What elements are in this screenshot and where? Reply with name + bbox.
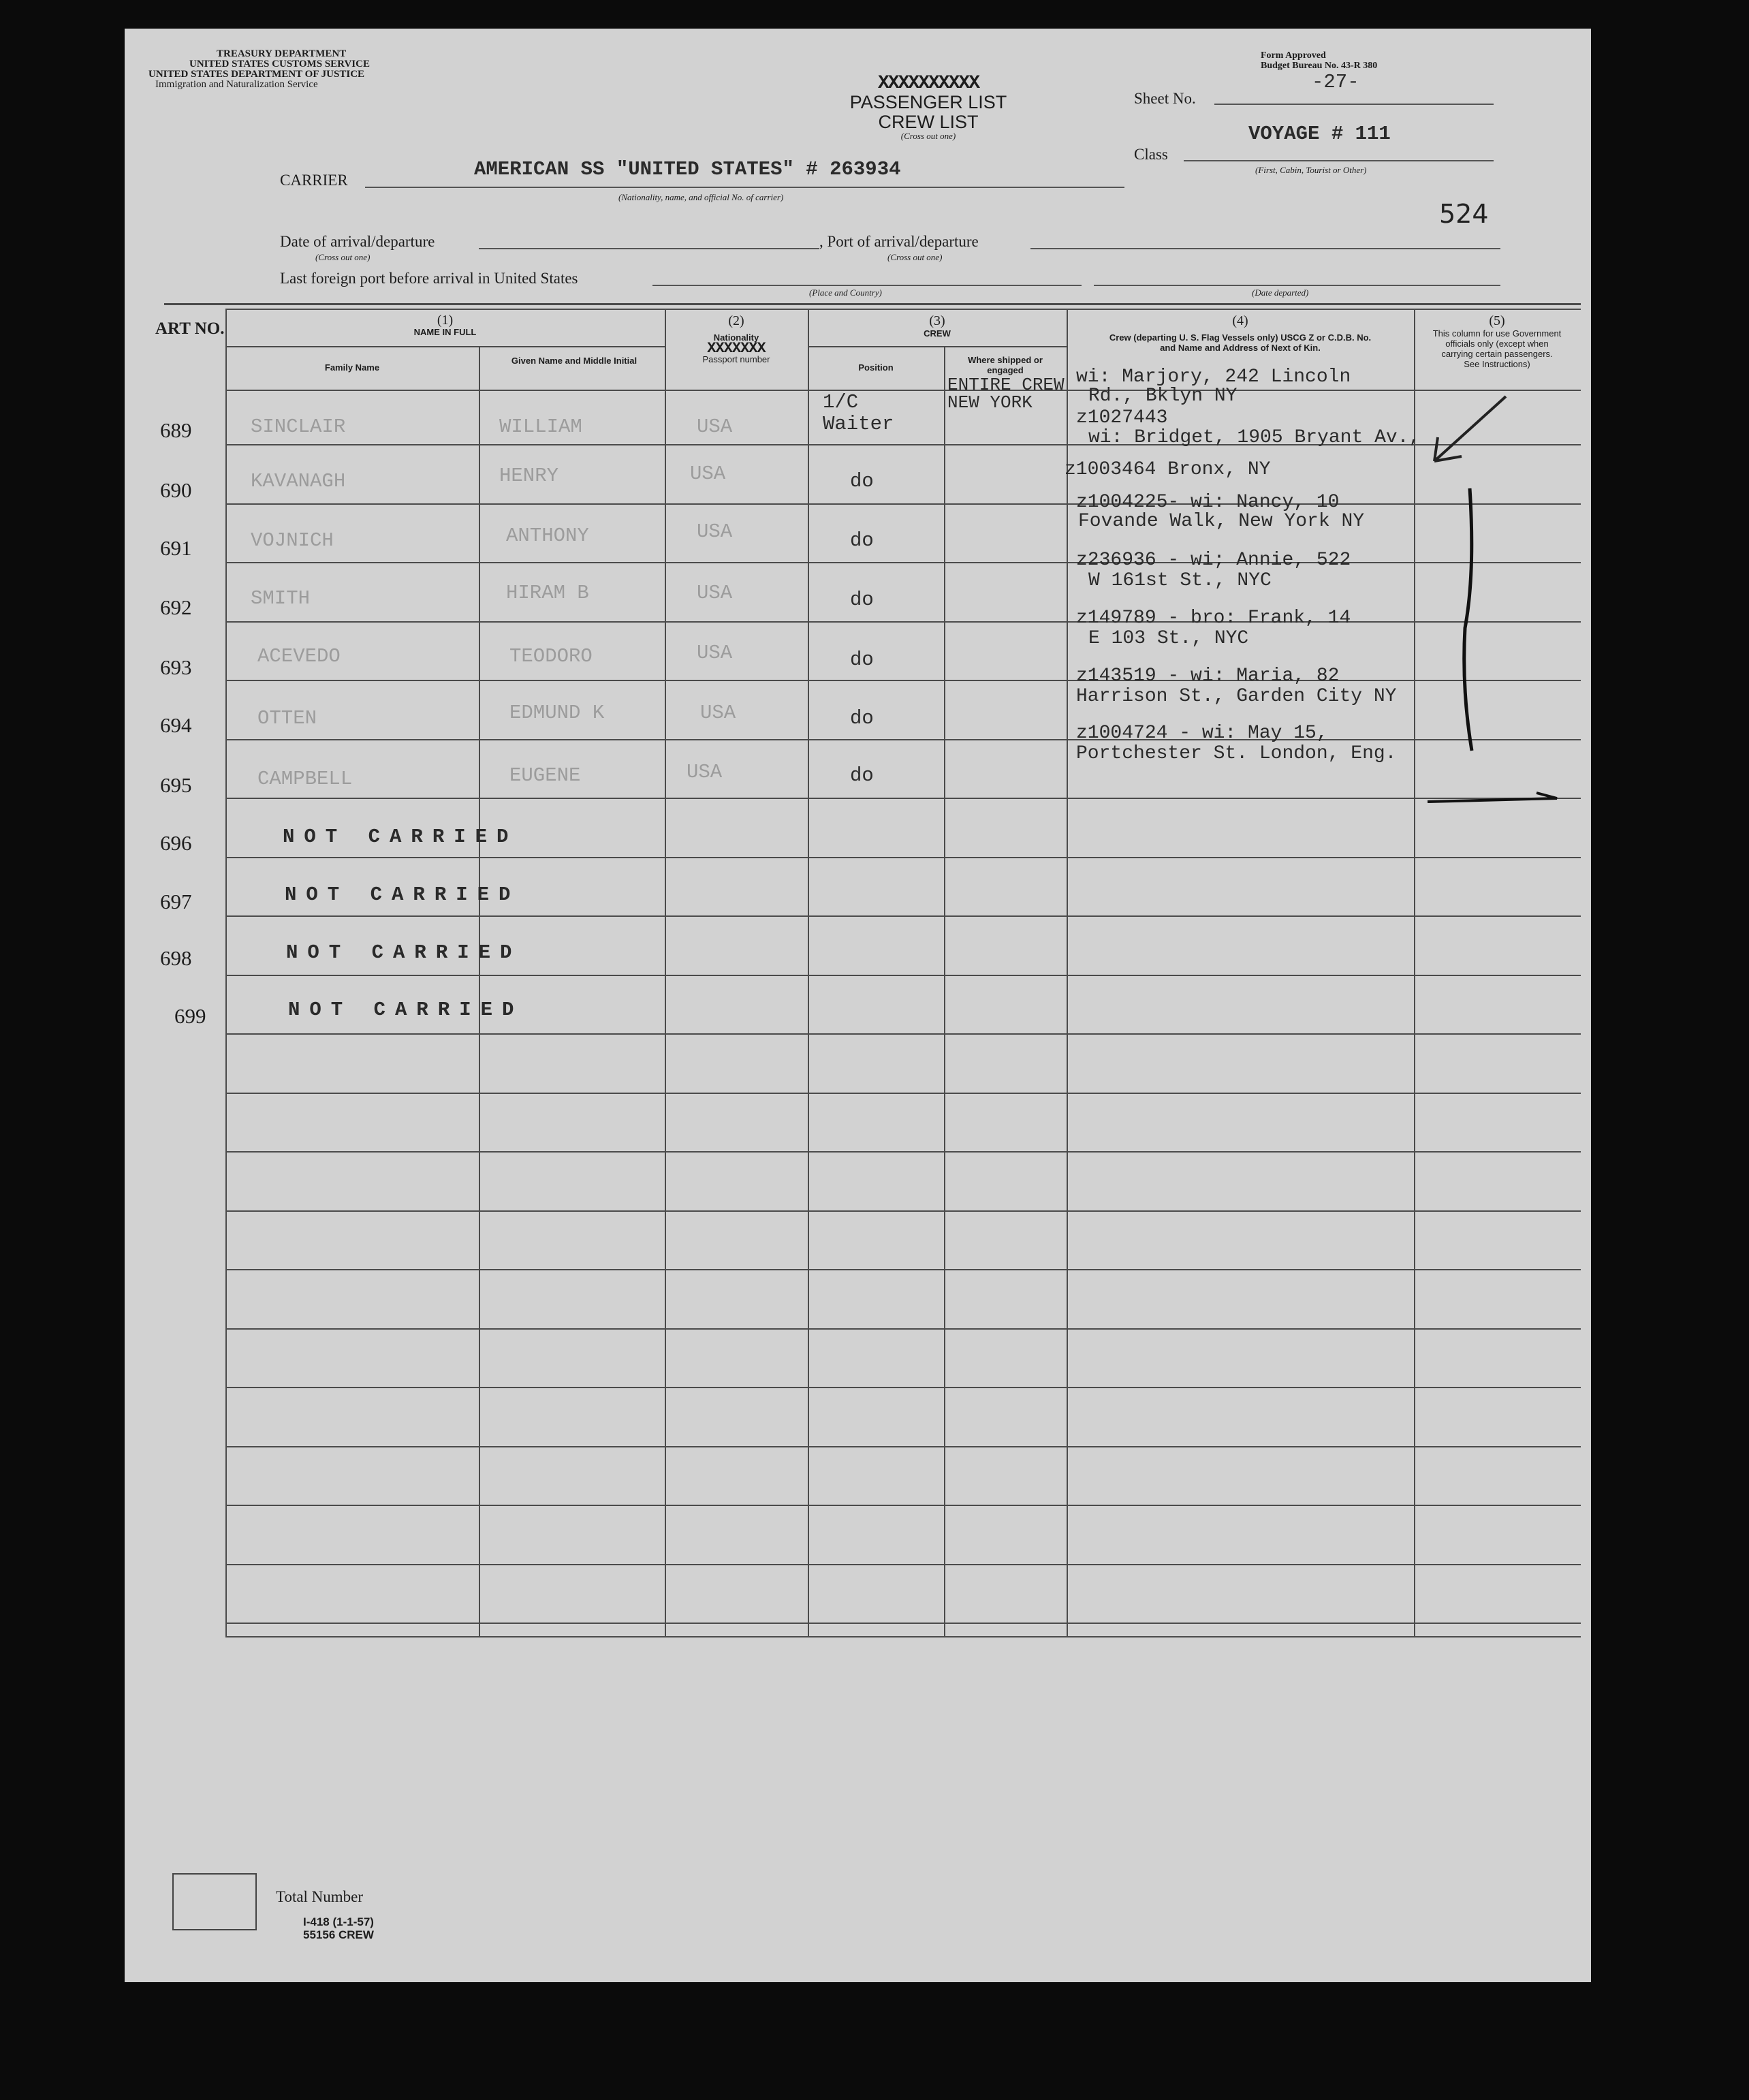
col1-header: [225, 313, 665, 337]
kin-line: z1004724 - wi: May 15, Portchester St. London, Eng.: [1076, 723, 1397, 764]
col3-header: [808, 313, 1067, 339]
row-divider: [225, 1564, 1581, 1565]
row-divider: [225, 798, 1581, 799]
row-divider: [225, 562, 1581, 563]
passport-header: Passport number: [702, 354, 770, 364]
not-carried-text: NOT CARRIED: [283, 826, 518, 848]
position: 1/C Waiter: [823, 391, 894, 435]
class-label: Class: [1134, 146, 1168, 163]
crew-header: CREW: [924, 328, 951, 339]
col5-header: [1419, 313, 1575, 369]
place-note: (Place and Country): [809, 287, 882, 298]
kin-line: z236936 - wi; Annie, 522: [1076, 550, 1351, 571]
row-divider: [225, 857, 1581, 858]
row-divider: [225, 1446, 1581, 1447]
kin-line: z1027443: [1076, 407, 1168, 428]
row-number: 691: [160, 536, 192, 560]
row-divider: [225, 503, 1581, 505]
shipped-header: Where shipped or engaged: [968, 355, 1043, 375]
row-divider: [225, 1093, 1581, 1094]
class-value: VOYAGE # 111: [1248, 123, 1391, 145]
total-number-label: Total Number: [276, 1888, 364, 1905]
class-note: (First, Cabin, Tourist or Other): [1255, 165, 1367, 175]
col2-number: (2): [728, 313, 744, 328]
kin-line: wi: Bridget, 1905 Bryant Av.,: [1088, 427, 1421, 448]
row-number: 694: [160, 713, 192, 737]
nationality: USA: [687, 761, 723, 783]
row-divider: [225, 1269, 1581, 1270]
agency-line: TREASURY DEPARTMENT: [217, 48, 347, 59]
nationality-header: Nationality: [713, 332, 759, 343]
form-title: [775, 75, 1082, 140]
family-name: CAMPBELL: [257, 768, 353, 790]
not-carried-text: NOT CARRIED: [286, 941, 522, 964]
approval-line: Form Approved: [1261, 50, 1326, 61]
passport-struck: XXXXXXX: [707, 340, 766, 357]
carrier-value: AMERICAN SS "UNITED STATES" # 263934: [474, 158, 901, 181]
position: do: [850, 764, 874, 787]
row-number: 699: [174, 1004, 206, 1028]
given-name: ANTHONY: [506, 524, 589, 547]
family-name: OTTEN: [257, 707, 317, 730]
kin-line: W 161st St., NYC: [1088, 570, 1272, 591]
given-name: TEODORO: [509, 645, 593, 668]
family-name: SMITH: [251, 587, 311, 610]
kin-line: wi: Marjory, 242 Lincoln: [1076, 366, 1351, 388]
carrier-label: CARRIER: [280, 172, 348, 189]
family-name: KAVANAGH: [251, 470, 346, 492]
passenger-list-title: PASSENGER LIST: [849, 92, 1007, 112]
last-port-label: Last foreign port before arrival in United States: [280, 270, 578, 287]
family-name: VOJNICH: [251, 529, 334, 552]
table-bottom-line: [225, 1636, 1581, 1637]
row-number: 693: [160, 655, 192, 679]
agency-line: UNITED STATES CUSTOMS SERVICE: [189, 59, 370, 69]
date-label: Date of arrival/departure: [280, 233, 435, 250]
row-number: 697: [160, 890, 192, 913]
sheet-value: -27-: [1312, 71, 1359, 93]
struck-title: XXXXXXXXXX: [877, 73, 979, 94]
kin-line: z143519 - wi: Maria, 82: [1076, 665, 1340, 687]
row-number: 695: [160, 773, 192, 797]
nationality: USA: [690, 463, 726, 485]
col4-number: (4): [1232, 313, 1248, 328]
position-header: Position: [858, 362, 894, 373]
form-identifier: [303, 1915, 374, 1941]
given-name: HENRY: [499, 465, 559, 487]
form-number: I-418 (1-1-57): [303, 1915, 374, 1928]
family-name-header: Family Name: [324, 362, 380, 373]
where-shipped: ENTIRE CREW NEW YORK: [947, 375, 1065, 413]
kin-line: Rd., Bklyn NY: [1088, 386, 1238, 407]
row-divider: [225, 975, 1581, 976]
kin-line: Harrison St., Garden City NY: [1076, 686, 1397, 707]
kin-line: z149789 - bro: Frank, 14: [1076, 608, 1351, 629]
family-name: ACEVEDO: [257, 645, 341, 668]
col5-title: This column for use Government officials only (except when carrying certain passengers. See Instructions): [1432, 328, 1562, 369]
row-number: 690: [160, 478, 192, 502]
kin-line: E 103 St., NYC: [1088, 628, 1249, 649]
col2-header: [665, 313, 808, 364]
crew-list-title: CREW LIST: [878, 112, 979, 132]
row-divider: [225, 1151, 1581, 1153]
row-divider: [225, 621, 1581, 623]
sheet-label: Sheet No.: [1134, 90, 1196, 107]
col4-header: [1073, 313, 1407, 353]
form-code: 55156 CREW: [303, 1928, 374, 1941]
position: do: [850, 648, 874, 671]
row-divider: [225, 680, 1581, 681]
row-divider: [225, 915, 1581, 917]
agency-line: Immigration and Naturalization Service: [155, 79, 318, 90]
total-number-box: [172, 1873, 257, 1930]
row-number: 696: [160, 831, 192, 855]
port-note: (Cross out one): [887, 252, 943, 262]
kin-line: Fovande Walk, New York NY: [1078, 511, 1365, 532]
carrier-note: (Nationality, name, and official No. of carrier): [618, 192, 784, 202]
port-label: , Port of arrival/departure: [819, 233, 979, 250]
given-name: WILLIAM: [499, 416, 582, 438]
row-divider: [225, 1387, 1581, 1388]
position: do: [850, 589, 874, 611]
col5-number: (5): [1489, 313, 1505, 328]
nationality: USA: [697, 520, 733, 543]
cross-out-note: (Cross out one): [900, 131, 956, 141]
agency-line: UNITED STATES DEPARTMENT OF JUSTICE: [148, 69, 365, 80]
row-divider: [225, 1210, 1581, 1212]
agency-block: [148, 49, 370, 90]
bracket-mark-icon: [1414, 369, 1591, 819]
not-carried-text: NOT CARRIED: [285, 883, 520, 906]
nationality: USA: [697, 582, 733, 604]
stamp-number: 524: [1439, 199, 1489, 229]
kin-line: z1003464 Bronx, NY: [1065, 459, 1271, 480]
given-name: EDMUND K: [509, 702, 605, 724]
col1-number: (1): [437, 313, 454, 328]
row-divider: [225, 1328, 1581, 1330]
date-note: (Cross out one): [315, 252, 371, 262]
form-sheet: [125, 29, 1591, 1982]
approval-block: [1261, 50, 1377, 71]
given-name: EUGENE: [509, 764, 581, 787]
given-name: HIRAM B: [506, 582, 589, 604]
position: do: [850, 470, 874, 492]
position: do: [850, 707, 874, 730]
col4-title: Crew (departing U. S. Flag Vessels only) USCG Z or C.D.B. No. and Name and Address of Next of Kin.: [1109, 332, 1372, 353]
not-carried-text: NOT CARRIED: [288, 999, 524, 1021]
row-divider: [225, 1623, 1581, 1624]
row-number: 692: [160, 595, 192, 619]
col1-title: NAME IN FULL: [413, 327, 477, 337]
row-divider: [225, 1033, 1581, 1035]
nationality: USA: [700, 702, 736, 724]
col3-number: (3): [929, 313, 945, 328]
art-no-header: ART NO.: [155, 319, 225, 338]
kin-line: z1004225- wi: Nancy, 10: [1076, 492, 1340, 513]
position: do: [850, 529, 874, 552]
row-number: 689: [160, 418, 192, 442]
approval-line: Budget Bureau No. 43-R 380: [1261, 61, 1378, 71]
family-name: SINCLAIR: [251, 416, 346, 438]
nationality: USA: [697, 416, 733, 438]
nationality: USA: [697, 642, 733, 664]
date-departed-note: (Date departed): [1252, 287, 1309, 298]
row-divider: [225, 1505, 1581, 1506]
given-name-header: Given Name and Middle Initial: [511, 356, 637, 366]
row-number: 698: [160, 946, 192, 970]
